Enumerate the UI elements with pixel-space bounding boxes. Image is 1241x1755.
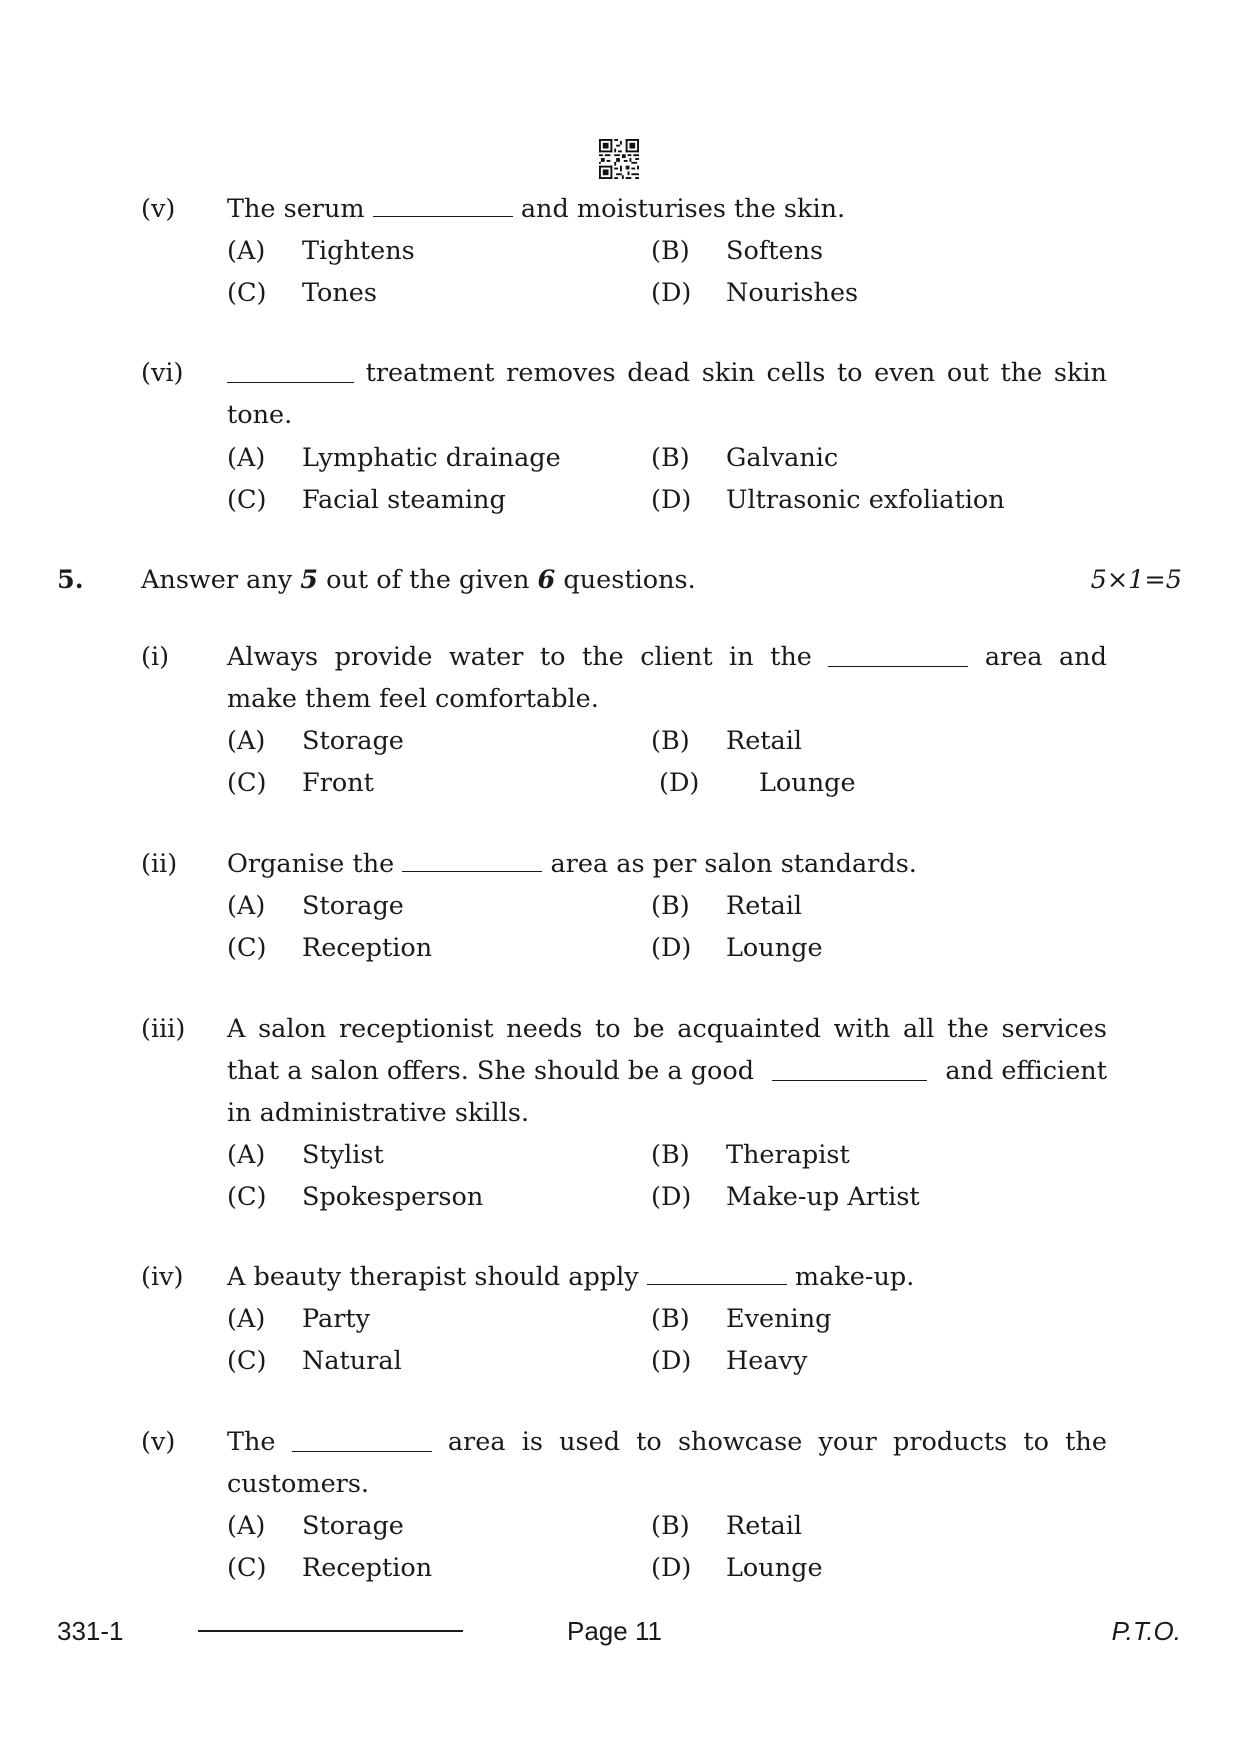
answer-blank: [373, 215, 513, 217]
option-text: Lounge: [726, 933, 823, 963]
question-number: (v): [141, 194, 176, 224]
question-text: The area is used to showcase your products to the: [227, 1427, 1107, 1457]
option-label: (B): [651, 443, 690, 473]
option-label: (C): [227, 278, 267, 308]
option-text: Retail: [726, 726, 803, 756]
option-text: Front: [302, 768, 374, 798]
option-label: (D): [651, 278, 692, 308]
answer-blank: [772, 1079, 927, 1081]
option-label: (B): [651, 1511, 690, 1541]
option-text: Ultrasonic exfoliation: [726, 485, 1005, 515]
option-text: Softens: [726, 236, 824, 266]
question-text: Organise the area as per salon standards.: [227, 849, 917, 879]
question-text-continued: tone.: [227, 400, 293, 430]
option-text: Lymphatic drainage: [302, 443, 561, 473]
answer-blank: [292, 1450, 432, 1452]
question-text-continued: in administrative skills.: [227, 1098, 530, 1128]
option-label: (D): [651, 485, 692, 515]
question-number: (vi): [141, 358, 184, 388]
question-number: (ii): [141, 849, 178, 879]
option-text: Retail: [726, 1511, 803, 1541]
option-text: Retail: [726, 891, 803, 921]
option-text: Make-up Artist: [726, 1182, 920, 1212]
answer-blank: [647, 1283, 787, 1285]
option-label: (B): [651, 891, 690, 921]
option-text: Spokesperson: [302, 1182, 484, 1212]
answer-blank: [402, 870, 542, 872]
option-label: (D): [651, 1182, 692, 1212]
paper-code: 331-1: [57, 1616, 124, 1646]
question-number: (iv): [141, 1262, 184, 1292]
option-text: Party: [302, 1304, 371, 1334]
option-text: Tightens: [302, 236, 415, 266]
option-label: (A): [227, 891, 266, 921]
option-text: Storage: [302, 891, 404, 921]
please-turn-over: P.T.O.: [1111, 1616, 1181, 1646]
option-label: (B): [651, 236, 690, 266]
option-label: (C): [227, 1346, 267, 1376]
option-text: Natural: [302, 1346, 402, 1376]
question-number: (v): [141, 1427, 176, 1457]
question-text: A beauty therapist should apply make-up.: [227, 1262, 915, 1292]
question-text: A salon receptionist needs to be acquainted with all the services: [227, 1014, 1107, 1044]
question-text-continued: make them feel comfortable.: [227, 684, 599, 714]
option-label: (C): [227, 768, 267, 798]
option-text: Therapist: [726, 1140, 850, 1170]
option-label: (A): [227, 1304, 266, 1334]
question-number: 5.: [57, 565, 84, 595]
option-label: (C): [227, 933, 267, 963]
option-text: Facial steaming: [302, 485, 506, 515]
option-label: (A): [227, 1140, 266, 1170]
option-label: (A): [227, 443, 266, 473]
footer-divider: [198, 1630, 463, 1632]
option-label: (C): [227, 1553, 267, 1583]
question-text-continued: that a salon offers. She should be a good and efficient: [227, 1056, 1107, 1086]
option-text: Tones: [302, 278, 377, 308]
option-label: (A): [227, 236, 266, 266]
page-number: Page 11: [567, 1616, 662, 1646]
marks-allocation: 5×1=5: [1090, 565, 1182, 595]
question-text: treatment removes dead skin cells to even out the skin: [227, 361, 1107, 387]
option-text: Heavy: [726, 1346, 808, 1376]
question-instruction: Answer any 5 out of the given 6 questions.: [141, 565, 696, 595]
option-text: Galvanic: [726, 443, 839, 473]
question-text: The serum and moisturises the skin.: [227, 194, 846, 224]
option-label: (D): [651, 933, 692, 963]
option-text: Stylist: [302, 1140, 384, 1170]
option-text: Lounge: [726, 1553, 823, 1583]
option-text: Evening: [726, 1304, 832, 1334]
answer-blank: [828, 665, 968, 667]
option-text: Storage: [302, 726, 404, 756]
option-label: (B): [651, 1140, 690, 1170]
question-number: (iii): [141, 1014, 186, 1044]
question-number: (i): [141, 642, 170, 672]
question-text: Always provide water to the client in the area and: [227, 642, 1107, 672]
option-text: Nourishes: [726, 278, 859, 308]
option-label: (C): [227, 485, 267, 515]
option-text: Reception: [302, 933, 433, 963]
option-label: (D): [659, 768, 700, 798]
option-text: Lounge: [759, 768, 856, 798]
option-label: (C): [227, 1182, 267, 1212]
qr-code-icon: [599, 139, 639, 179]
option-text: Storage: [302, 1511, 404, 1541]
option-label: (A): [227, 726, 266, 756]
question-text-continued: customers.: [227, 1469, 370, 1499]
option-label: (A): [227, 1511, 266, 1541]
option-label: (D): [651, 1346, 692, 1376]
answer-blank: [227, 381, 354, 383]
option-label: (B): [651, 726, 690, 756]
option-text: Reception: [302, 1553, 433, 1583]
option-label: (D): [651, 1553, 692, 1583]
option-label: (B): [651, 1304, 690, 1334]
